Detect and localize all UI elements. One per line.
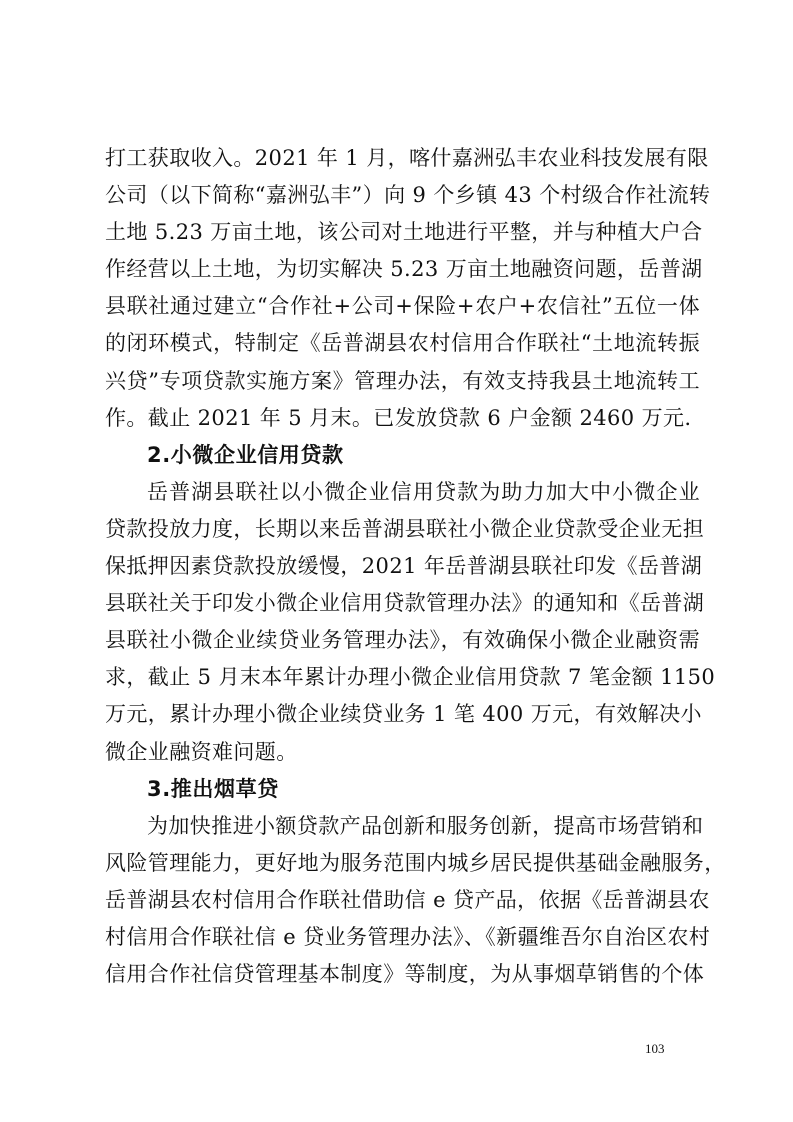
- paragraph-line: 求，截止 5 月末本年累计办理小微企业信用贷款 7 笔金额 1150: [105, 665, 716, 690]
- section-heading: 3.推出烟草贷: [147, 776, 279, 801]
- paragraph-line: 土地 5.23 万亩土地，该公司对土地进行平整，并与种植大户合: [105, 220, 703, 245]
- paragraph-line: 县联社通过建立“合作社+公司+保险+农户+农信社”五位一体: [105, 294, 700, 319]
- paragraph-line: 公司（以下简称“嘉洲弘丰”）向 9 个乡镇 43 个村级合作社流转: [105, 183, 711, 208]
- paragraph-line: 贷款投放力度，长期以来岳普湖县联社小微企业贷款受企业无担: [105, 516, 705, 541]
- page-number: 103: [645, 1041, 665, 1056]
- paragraph-line: 县联社小微企业续贷业务管理办法》，有效确保小微企业融资需: [105, 628, 700, 653]
- paragraph-line: 微企业融资难问题。: [105, 739, 298, 764]
- paragraph-line: 的闭环模式，特制定《岳普湖县农村信用合作联社“土地流转振: [105, 331, 700, 356]
- paragraph-line: 万元，累计办理小微企业续贷业务 1 笔 400 万元，有效解决小: [105, 702, 702, 727]
- paragraph-line: 岳普湖县农村信用合作联社借助信 e 贷产品，依据《岳普湖县农: [105, 887, 710, 912]
- paragraph-line: 兴贷”专项贷款实施方案》管理办法，有效支持我县土地流转工: [105, 368, 700, 393]
- paragraph-line: 县联社关于印发小微企业信用贷款管理办法》的通知和《岳普湖: [105, 591, 705, 616]
- paragraph-line: 信用合作社信贷管理基本制度》等制度，为从事烟草销售的个体: [105, 962, 705, 987]
- paragraph-line: 村信用合作联社信 e 贷业务管理办法》、《新疆维吾尔自治区农村: [105, 924, 711, 949]
- paragraph-line: 打工获取收入。2021 年 1 月，喀什嘉洲弘丰农业科技发展有限: [105, 146, 709, 170]
- paragraph-line: 保抵押因素贷款投放缓慢，2021 年岳普湖县联社印发《岳普湖: [105, 554, 703, 579]
- paragraph-line: 岳普湖县联社以小微企业信用贷款为助力加大中小微企业: [147, 479, 700, 504]
- paragraph-line: 作经营以上土地，为切实解决 5.23 万亩土地融资问题，岳普湖: [105, 257, 703, 282]
- paragraph-line: 风险管理能力，更好地为服务范围内城乡居民提供基础金融服务，: [105, 850, 726, 875]
- paragraph-line: 作。截止 2021 年 5 月末。已发放贷款 6 户金额 2460 万元.: [105, 405, 692, 430]
- body-text: [105, 140, 726, 993]
- paragraph-line: 为加快推进小额贷款产品创新和服务创新，提高市场营销和: [147, 813, 704, 838]
- section-heading: 2.小微企业信用贷款: [147, 442, 344, 467]
